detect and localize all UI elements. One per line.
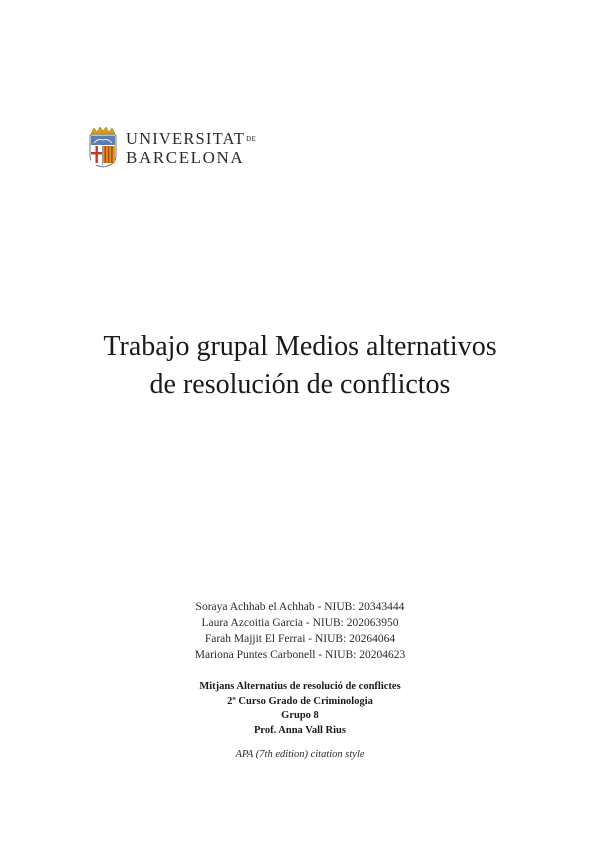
title-line-2: de resolución de conflictos <box>149 369 451 400</box>
author-list <box>100 599 500 663</box>
course-info <box>100 680 500 738</box>
document-title <box>40 328 560 404</box>
author-entry: Laura Azcoitia Garcia - NIUB: 202063950 <box>201 617 399 629</box>
university-logo <box>88 126 258 170</box>
citation-style-note: APA (7th edition) citation style <box>235 749 365 760</box>
course-degree: 2º Curso Grado de Criminologia <box>227 695 373 707</box>
title-line-1: Trabajo grupal Medios alternativos <box>103 331 497 362</box>
author-entry: Soraya Achhab el Achhab - NIUB: 20343444 <box>195 601 405 613</box>
logo-line-2: BARCELONA <box>126 148 245 167</box>
author-entry: Farah Majjit El Ferrai - NIUB: 20264064 <box>204 633 396 645</box>
course-subject: Mitjans Alternatius de resolució de conflictes <box>199 681 401 692</box>
university-seal-icon <box>88 126 118 168</box>
course-professor: Prof. Anna Vall Rius <box>253 724 346 736</box>
course-group: Grupo 8 <box>281 710 319 721</box>
logo-line-1 <box>126 129 256 149</box>
author-entry: Mariona Puntes Carbonell - NIUB: 20204623 <box>194 649 406 661</box>
logo-line-1-text: UNIVERSITAT <box>126 129 246 148</box>
logo-line-1-suffix: DE <box>246 135 257 143</box>
